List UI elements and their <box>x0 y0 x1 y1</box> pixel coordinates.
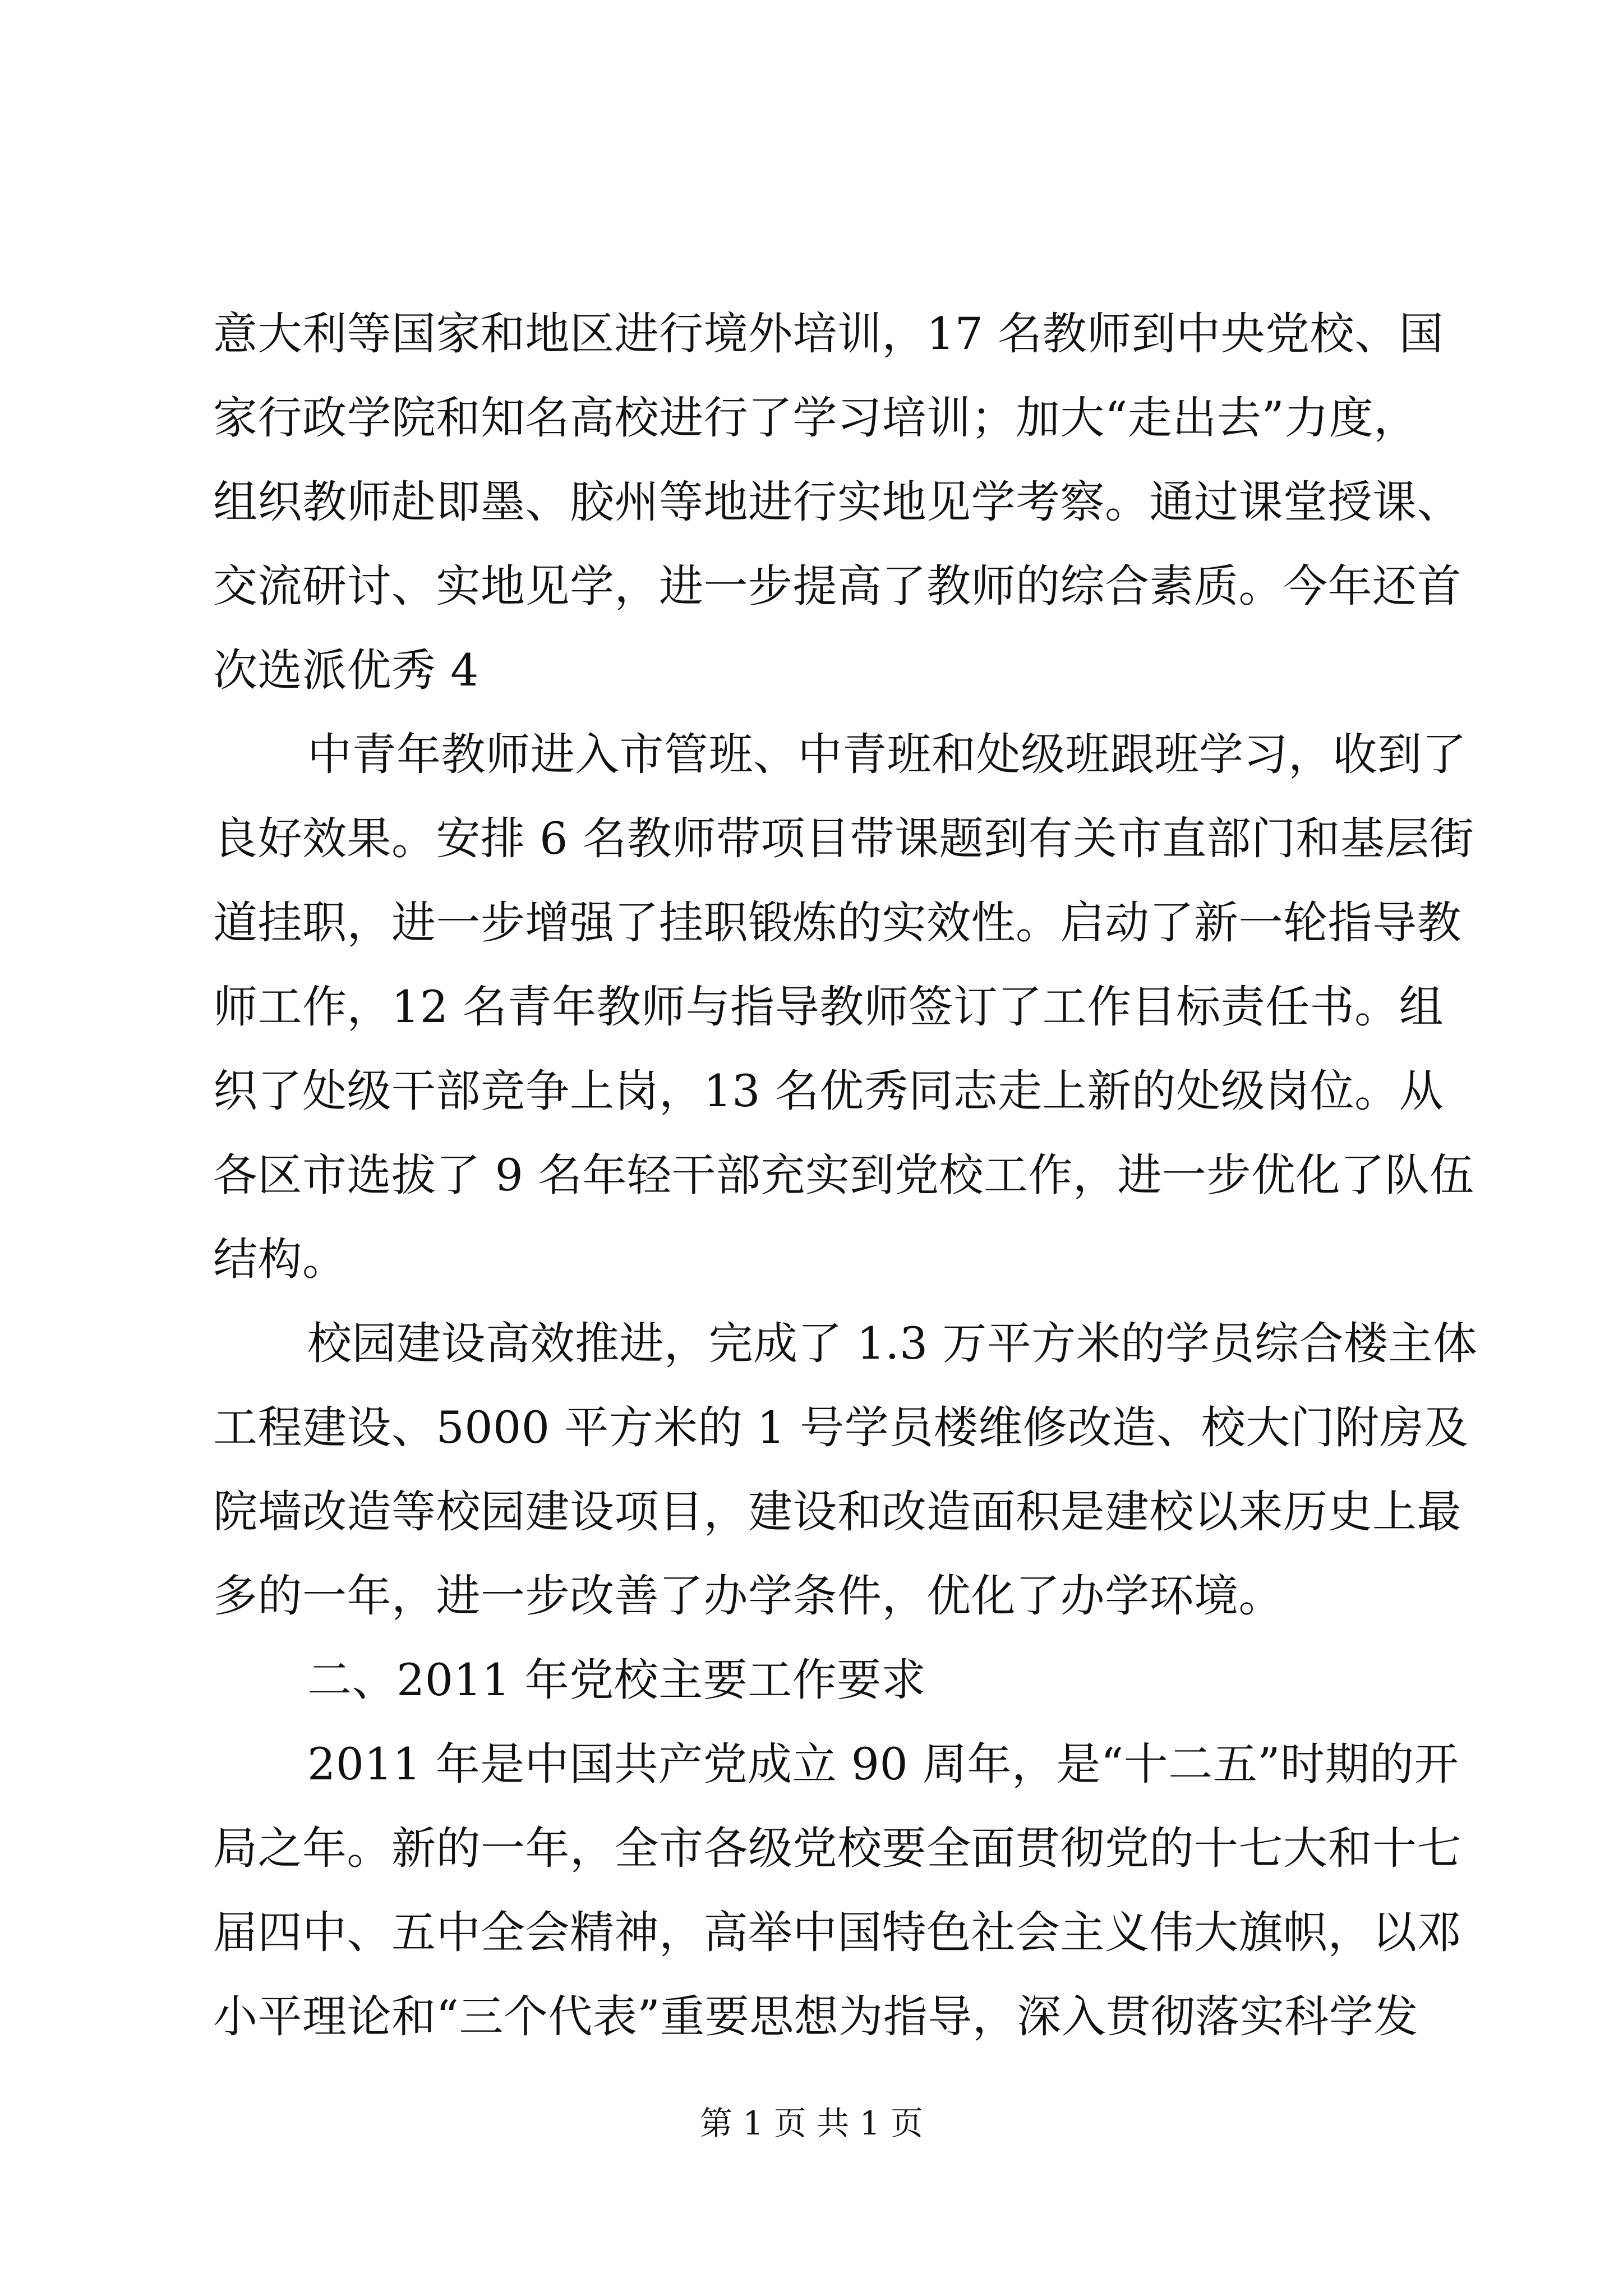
text-line: 良好效果。安排 6 名教师带项目带课题到有关市直部门和基层街 <box>213 813 1474 864</box>
text-line: 结构。 <box>213 1234 347 1285</box>
text-line: 交流研讨、实地见学，进一步提高了教师的综合素质。今年还首 <box>213 560 1461 612</box>
text-line: 道挂职，进一步增强了挂职锻炼的实效性。启动了新一轮指导教 <box>213 897 1461 949</box>
text-line: 局之年。新的一年，全市各级党校要全面贯彻党的十七大和十七 <box>213 1823 1461 1874</box>
section-heading: 二、2011 年党校主要工作要求 <box>307 1654 926 1706</box>
text-line: 意大利等国家和地区进行境外培训，17 名教师到中央党校、国 <box>213 308 1444 360</box>
page-footer: 第 1 页 共 1 页 <box>700 2104 923 2142</box>
text-line: 多的一年，进一步改善了办学条件，优化了办学环境。 <box>213 1570 1283 1622</box>
text-line: 院墙改造等校园建设项目，建设和改造面积是建校以来历史上最 <box>213 1486 1461 1538</box>
text-line: 各区市选拔了 9 名年轻干部充实到党校工作，进一步优化了队伍 <box>213 1149 1474 1201</box>
paragraph-first-line: 2011 年是中国共产党成立 90 周年，是“十二五”时期的开 <box>307 1738 1459 1790</box>
paragraph-first-line: 中青年教师进入市管班、中青班和处级班跟班学习，收到了 <box>307 729 1467 780</box>
text-line: 届四中、五中全会精神，高举中国特色社会主义伟大旗帜，以邓 <box>213 1907 1461 1958</box>
text-line: 组织教师赴即墨、胶州等地进行实地见学考察。通过课堂授课、 <box>213 476 1461 528</box>
text-line: 工程建设、5000 平方米的 1 号学员楼维修改造、校大门附房及 <box>213 1402 1469 1453</box>
text-line: 织了处级干部竞争上岗，13 名优秀同志走上新的处级岗位。从 <box>213 1065 1444 1117</box>
text-line: 师工作，12 名青年教师与指导教师签订了工作目标责任书。组 <box>213 981 1444 1033</box>
body-text <box>213 292 1478 2059</box>
text-line: 家行政学院和知名高校进行了学习培训；加大“走出去”力度， <box>213 392 1418 444</box>
text-line: 次选派优秀 4 <box>213 645 479 696</box>
text-line: 小平理论和“三个代表”重要思想为指导，深入贯彻落实科学发 <box>213 1991 1418 2042</box>
paragraph-first-line: 校园建设高效推进，完成了 1.3 万平方米的学员综合楼主体 <box>307 1318 1478 1369</box>
